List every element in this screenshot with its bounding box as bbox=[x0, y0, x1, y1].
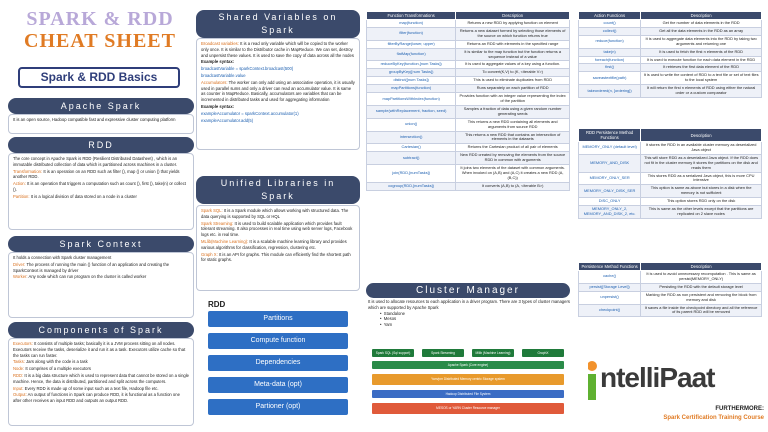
table-row bbox=[367, 20, 570, 28]
table-row bbox=[579, 304, 762, 317]
description-cell: Returns a new dataset formed by selecting those elements of the source on which function returns true bbox=[456, 27, 570, 40]
function-cell: filter(function) bbox=[367, 27, 456, 40]
table-row bbox=[579, 283, 762, 291]
table-row bbox=[367, 105, 570, 118]
function-cell: foreach(function) bbox=[579, 56, 641, 64]
spark-context-worker: Worker: Any node which can run program on the cluster is called worker bbox=[13, 274, 147, 280]
description-cell: This option is same as above but stores in a disk when the memory is not sufficient bbox=[641, 185, 762, 198]
hdfs-layer: Hadoop Distributed File System bbox=[372, 390, 564, 398]
function-cell: MEMORY_ONLY_2, MEMORY_AND_DISK_2, etc. bbox=[579, 206, 641, 219]
function-cell: Cartesian() bbox=[367, 144, 456, 152]
apache-spark-text: It is an open source, Hadoop compatible fast and expressive cluster computing platform bbox=[13, 117, 176, 122]
description-cell: It retrieves the first data element of the RDD bbox=[641, 64, 762, 72]
rdd-box bbox=[8, 153, 194, 230]
table-row bbox=[367, 165, 570, 183]
example-label-2: Example syntax: bbox=[201, 103, 235, 109]
spark-context-driver: Driver: The process of running the main () function of an application and creating the SparkContext is managed by driver bbox=[13, 261, 170, 273]
shared-variables-header: Shared Variables on Spark bbox=[196, 10, 360, 38]
description-cell: Get the number of data elements in the RDD bbox=[641, 20, 762, 28]
function-cell: takeordered(n, [ordering]) bbox=[579, 85, 641, 98]
memory-storage-layer: Yarn/pm Distributed Memory centric Storage system bbox=[372, 374, 564, 385]
description-cell: Returns a new RDD by applying function on element bbox=[456, 20, 570, 28]
description-cell: It is similar to the map function but the function returns a sequence instead of a value bbox=[456, 48, 570, 61]
table-row bbox=[367, 48, 570, 61]
persist-methods-table: Persistence Method Functions Description cache() It is used to avoid unnecessary recomputation . This is same as persist(MEMORY_ONLY) persist([Storage Level]) Persisting the RDD with the default storage level unpersist() Marking the RDD as non persistent and removing the block from memory and disk checkpoint() It saves a file inside the checkpoint directory and all the reference of its parent RDD will be removed bbox=[578, 262, 762, 317]
shared-variables-box bbox=[196, 38, 360, 150]
rdd-partition: Partition: It is a logical division of data stored on a node in a cluster bbox=[13, 193, 137, 199]
description-cell: It is used to execute function for each data element in the RDD bbox=[641, 56, 762, 64]
table-row bbox=[367, 131, 570, 144]
broadcast-text: Broadcast variables: It is a read only variable which will be copied to the worker only once. It is similar to the Distributor cache in MapReduce. We can set, destroy and unpersist these values. It is used to save the copy of data across all the nodes bbox=[201, 41, 354, 58]
basics-badge: Spark & RDD Basics bbox=[18, 67, 180, 88]
component-item: Node: It comprises of a multiple executors bbox=[13, 366, 91, 372]
code-line: exampleAccumulator.add(5) bbox=[201, 117, 254, 123]
rdd-transformation: Transformation: It is an operation on an RDD such as filter (), map () or union () that yields another RDD. bbox=[13, 168, 180, 180]
table-row bbox=[579, 185, 762, 198]
table-row bbox=[367, 182, 570, 190]
course-link[interactable]: Spark Certification Training Course bbox=[663, 415, 764, 421]
function-cell: reduce(function) bbox=[579, 35, 641, 48]
transformations-table: Function Transformations Description map(function) Returns a new RDD by applying function on element filter(function) Returns a new dataset formed by selecting those elements of the source on which function returns true filterByRange(lower, upper) Returns an RDD with elements in the specified range flatMap(function) It is similar to the map function but the function returns a sequence instead of a value reduceByKey(function,[num Tasks]) It is used to aggregate values of a key using a function. groupByKey([num Tasks]) To convert(K,V) to (K, <iterable V>) distinct([num Tasks]) This is used to eliminate duplicates from RDD mapPartitions(function) Runs separately on each partition of RDD mapPartitionsWithIndex(function) Provides function with an integer value representing the index of the partition sample(withReplacement, fraction, seed) Samples a fraction of data using a given random number generating seeds union() This returns a new RDD containing all elements and arguments from source RDD intersection() This returns a new RDD that contains an intersection of elements in the datasets Cartesian() Returns the Cartesian product of all pair of elements subtract() New RDD created by removing the elements from the source RDD in common with arguments join(RDD,[numTasks]) It joins two elements of the dataset with common arguments. When invoked on (A,B) and (A,C) it creates a new RDD (A,(B,C)) cogroup(RDD,[numTasks]) It converts (A,B) to (A, <iterable B>) bbox=[366, 11, 570, 191]
rdd-metadata-box: Meta-data (opt) bbox=[208, 377, 348, 393]
lib-mllib-box: Mllib (Machine Learning) bbox=[472, 349, 514, 357]
function-cell: filterByRange(lower, upper) bbox=[367, 40, 456, 48]
core-engine-layer: Apache Spark (Core engine) bbox=[372, 361, 564, 369]
description-cell: Samples a fraction of data using a given random number generating seeds bbox=[456, 105, 570, 118]
spark-context-header: Spark Context bbox=[8, 236, 194, 252]
table-row bbox=[367, 144, 570, 152]
transformations-table-wrap bbox=[366, 11, 570, 191]
persistence-table: RDD Persistence Method Functions Description MEMORY_ONLY (default level) It stores the RDD in an available cluster memory as deserialized Java object MEMORY_AND_DISK This will store RDD as a deserialized Java object. If the RDD does not fit in the cluster memory it stores the partitions on the disk and reads them MEMORY_ONLY_SER This stores RDD as a serialized Java object, this is more CPU intensive MEMORY_ONLY_DISK_SER This option is same as above but stores in a disk when the memory is not sufficient DISC_ONLY This option stores RDD only on the disk MEMORY_ONLY_2, MEMORY_AND_DISK_2, etc. This is same as the other levels except that the partitions are replicated on 2 slave nodes bbox=[578, 128, 762, 219]
rdd-diagram bbox=[208, 300, 348, 421]
table-row bbox=[367, 69, 570, 77]
description-cell: Runs separately on each partition of RDD bbox=[456, 85, 570, 93]
description-cell: This option stores RDD only on the disk bbox=[641, 198, 762, 206]
function-cell: map(function) bbox=[367, 20, 456, 28]
rdd-header: RDD bbox=[8, 137, 194, 153]
table-row bbox=[579, 35, 762, 48]
table-row bbox=[579, 56, 762, 64]
table-row bbox=[579, 206, 762, 219]
rdd-partitions-box: Partitions bbox=[208, 311, 348, 327]
description-cell: This returns a new RDD containing all elements and arguments from source RDD bbox=[456, 118, 570, 131]
function-cell: distinct([num Tasks]) bbox=[367, 77, 456, 85]
cluster-manager-text: It is used to allocate resources to each application in a driver program. There are 3 types of cluster managers which are supported by Apache Spark bbox=[368, 299, 570, 310]
cheat-sheet-title-line2: CHEAT SHEET bbox=[24, 30, 176, 52]
description-cell: This is used to eliminate duplicates from RDD bbox=[456, 77, 570, 85]
apache-spark-box bbox=[8, 114, 194, 134]
description-cell: New RDD created by removing the elements from the source RDD in common with arguments bbox=[456, 152, 570, 165]
intellipaat-logo bbox=[588, 358, 760, 402]
table-row bbox=[579, 198, 762, 206]
table-row bbox=[367, 40, 570, 48]
description-cell: It is used to aggregate data elements into the RDD by taking two arguments and returning one bbox=[641, 35, 762, 48]
function-cell: take(n) bbox=[579, 48, 641, 56]
description-cell: It is used to write the content of RDD to a text file or set of text files to the local system bbox=[641, 72, 762, 85]
component-item: Input: Every RDD is made up of some input such as a text file, Hadoop file etc. bbox=[13, 385, 159, 391]
cluster-stack-diagram bbox=[372, 349, 564, 414]
lib-graphx-box: GraphX bbox=[522, 349, 564, 357]
lib-streaming-box: Spark Streaming bbox=[422, 349, 464, 357]
table-row bbox=[579, 154, 762, 172]
table-row bbox=[367, 85, 570, 93]
description-cell: It stores the RDD in an available cluster memory as deserialized Java object bbox=[641, 142, 762, 155]
code-line: broadcastVariable = sparkContext.broadcast(500) bbox=[201, 66, 294, 72]
table-row bbox=[579, 172, 762, 185]
function-cell: cache() bbox=[579, 271, 641, 284]
description-cell: It is used to aggregate values of a key using a function. bbox=[456, 61, 570, 69]
table-row bbox=[579, 85, 762, 98]
table-row bbox=[579, 291, 762, 304]
rdd-diagram-title: RDD bbox=[208, 300, 226, 309]
description-cell: This is same as the other levels except that the partitions are replicated on 2 slave nodes bbox=[641, 206, 762, 219]
spark-context-box bbox=[8, 252, 194, 318]
function-cell: reduceByKey(function,[num Tasks]) bbox=[367, 61, 456, 69]
actions-table-wrap bbox=[578, 11, 762, 98]
function-cell: join(RDD,[numTasks]) bbox=[367, 165, 456, 183]
table-row bbox=[367, 93, 570, 106]
cluster-manager-box bbox=[368, 299, 570, 328]
library-item: Graph X: It is an API for graphs. This module can efficiently find the shortest path for static graphs. bbox=[201, 251, 351, 263]
resource-manager-layer: MESOS or YARN Cluster Resource manager bbox=[372, 403, 564, 414]
function-cell: checkpoint() bbox=[579, 304, 641, 317]
apache-spark-header: Apache Spark bbox=[8, 98, 194, 114]
code-line: broadcastVariable.value bbox=[201, 72, 246, 78]
description-cell: Returns the Cartesian product of all pair of elements bbox=[456, 144, 570, 152]
function-cell: count() bbox=[579, 20, 641, 28]
description-cell: This stores RDD as a serialized Java object, this is more CPU intensive bbox=[641, 172, 762, 185]
components-header: Components of Spark bbox=[8, 322, 194, 338]
function-cell: mapPartitions(function) bbox=[367, 85, 456, 93]
accumulators-text: Accumulators: The worker can only add using an associative operation, it is usually used in parallel sums and only a driver can read an accumulator value. It is same as counter in MapReduce. Basically, accumulators are variables that can be incremented in distributed tasks and used for aggregating information bbox=[201, 79, 355, 103]
persistence-table-wrap bbox=[578, 128, 762, 219]
function-cell: mapPartitionsWithIndex(function) bbox=[367, 93, 456, 106]
description-cell: Get all the data elements in the RDD as an array bbox=[641, 27, 762, 35]
description-cell: Returns an RDD with elements in the specified range bbox=[456, 40, 570, 48]
function-cell: saveastextfile(path) bbox=[579, 72, 641, 85]
table-row bbox=[579, 27, 762, 35]
description-cell: It is used to avoid unnecessary recomputation . This is same as persist(MEMORY_ONLY) bbox=[641, 271, 762, 284]
spark-context-intro: It holds a connection with Spark cluster management bbox=[13, 255, 112, 260]
function-cell: groupByKey([num Tasks]) bbox=[367, 69, 456, 77]
function-cell: cogroup(RDD,[numTasks]) bbox=[367, 182, 456, 190]
code-line: exampleAccumulator = sparkContext.accumulator(1) bbox=[201, 110, 299, 116]
table-row bbox=[367, 61, 570, 69]
component-item: Executors: It consists of multiple tasks; basically it is a JVM process sitting on all nodes. Executors receive the tasks, deserialize it and run it as a task. Executors utilize cache so that the tasks can run faster. bbox=[13, 341, 186, 358]
function-cell: collect() bbox=[579, 27, 641, 35]
function-cell: MEMORY_ONLY (default level) bbox=[579, 142, 641, 155]
logo-text: ntelliPaat bbox=[600, 362, 715, 393]
table-row bbox=[579, 72, 762, 85]
furthermore-label: FURTHERMORE: bbox=[715, 406, 764, 412]
library-item: Spark Streaming: It is used to build scalable application which provides fault tolerant streaming. It also processes in real time using web server logs, Facebook logs etc. in real time. bbox=[201, 220, 353, 238]
function-cell: flatMap(function) bbox=[367, 48, 456, 61]
table-row bbox=[579, 142, 762, 155]
table-row bbox=[367, 27, 570, 40]
description-cell: It is used to fetch the first n elements of the RDD bbox=[641, 48, 762, 56]
function-cell: intersection() bbox=[367, 131, 456, 144]
unified-libraries-box bbox=[196, 205, 360, 291]
function-cell: first() bbox=[579, 64, 641, 72]
description-cell: Provides function with an integer value representing the index of the partition bbox=[456, 93, 570, 106]
description-cell: Marking the RDD as non persistent and removing the block from memory and disk bbox=[641, 291, 762, 304]
description-cell: It joins two elements of the dataset with common arguments. When invoked on (A,B) and (A,C) it creates a new RDD (A,(B,C)) bbox=[456, 165, 570, 183]
cluster-type: • Mesos bbox=[380, 316, 397, 322]
table-row bbox=[367, 77, 570, 85]
rdd-dependencies-box: Dependencies bbox=[208, 355, 348, 371]
description-cell: This will store RDD as a deserialized Java object. If the RDD does not fit in the cluster memory it stores the partitions on the disk and reads them bbox=[641, 154, 762, 172]
actions-table: Action Functions Description count() Get the number of data elements in the RDD collect() Get all the data elements in the RDD as an array reduce(function) It is used to aggregate data elements into the RDD by taking two arguments and returning one take(n) It is used to fetch the first n elements of the RDD foreach(function) It is used to execute function for each data element in the RDD first() It retrieves the first data element of the RDD saveastextfile(path) It is used to write the content of RDD to a text file or set of text files to the local system takeordered(n, [ordering]) It will return the first n elements of RDD using either the natural order or a custom comparator bbox=[578, 11, 762, 98]
description-cell: This returns a new RDD that contains an intersection of elements in the datasets bbox=[456, 131, 570, 144]
library-item: MLlib(Machine Learning): It is a scalable machine learning library and provides various algorithms for classification, regression, clustering etc. bbox=[201, 238, 347, 250]
function-cell: MEMORY_AND_DISK bbox=[579, 154, 641, 172]
components-box bbox=[8, 338, 194, 426]
function-cell: sample(withReplacement, fraction, seed) bbox=[367, 105, 456, 118]
table-row bbox=[367, 152, 570, 165]
function-cell: persist([Storage Level]) bbox=[579, 283, 641, 291]
function-cell: union() bbox=[367, 118, 456, 131]
description-cell: It converts (A,B) to (A, <iterable B>) bbox=[456, 182, 570, 190]
description-cell: It will return the first n elements of RDD using either the natural order or a custom comparator bbox=[641, 85, 762, 98]
rdd-partioner-box: Partioner (opt) bbox=[208, 399, 348, 415]
rdd-action: Action: It is an operation that triggers a computation such as count (), first (), take(n) or collect (). bbox=[13, 181, 186, 192]
cluster-manager-header: Cluster Manager bbox=[366, 283, 570, 298]
cluster-type: • Yarn bbox=[380, 322, 393, 328]
persist-methods-table-wrap bbox=[578, 262, 762, 317]
function-cell: unpersist() bbox=[579, 291, 641, 304]
component-item: Tasks: Jars along with the code is a task bbox=[13, 359, 88, 365]
library-item: Spark SQL: It is a Spark module which allows working with structured data. The data querying is supported by SQL or HQL bbox=[201, 208, 349, 219]
cheat-sheet-title-line1: SPARK & RDD bbox=[26, 8, 174, 30]
description-cell: It saves a file inside the checkpoint directory and all the reference of its parent RDD will be removed bbox=[641, 304, 762, 317]
table-row bbox=[579, 271, 762, 284]
table-row bbox=[579, 48, 762, 56]
function-cell: DISC_ONLY bbox=[579, 198, 641, 206]
rdd-compute-box: Compute function bbox=[208, 333, 348, 349]
table-row bbox=[579, 20, 762, 28]
component-item: RDD: It is a big data structure which is used to represent data that cannot be stored on a single machine. Hence, the data is distributed, partitioned and split across the computers. bbox=[13, 372, 189, 384]
function-cell: MEMORY_ONLY_SER bbox=[579, 172, 641, 185]
unified-libraries-header: Unified Libraries in Spark bbox=[196, 176, 360, 204]
rdd-intro: The core concept in Apache Spark is RDD (Resilient Distributed Datasheet) , which is an immutable distributed collection of data which is partitioned across machines in a cluster. bbox=[13, 156, 178, 167]
cluster-type: • Standalone bbox=[380, 310, 405, 316]
function-cell: MEMORY_ONLY_DISK_SER bbox=[579, 185, 641, 198]
table-row bbox=[579, 64, 762, 72]
component-item: Output: An output of functions in Spark can produce RDD, it is functional as a function one after other receives an input RDD and outputs an output RDD. bbox=[13, 392, 180, 404]
lib-sql-box: Spark SQL (Sql support) bbox=[372, 349, 414, 357]
description-cell: Persisting the RDD with the default storage level bbox=[641, 283, 762, 291]
function-cell: subtract() bbox=[367, 152, 456, 165]
example-label-1: Example syntax: bbox=[201, 59, 235, 65]
description-cell: To convert(K,V) to (K, <iterable V>) bbox=[456, 69, 570, 77]
table-row bbox=[367, 118, 570, 131]
